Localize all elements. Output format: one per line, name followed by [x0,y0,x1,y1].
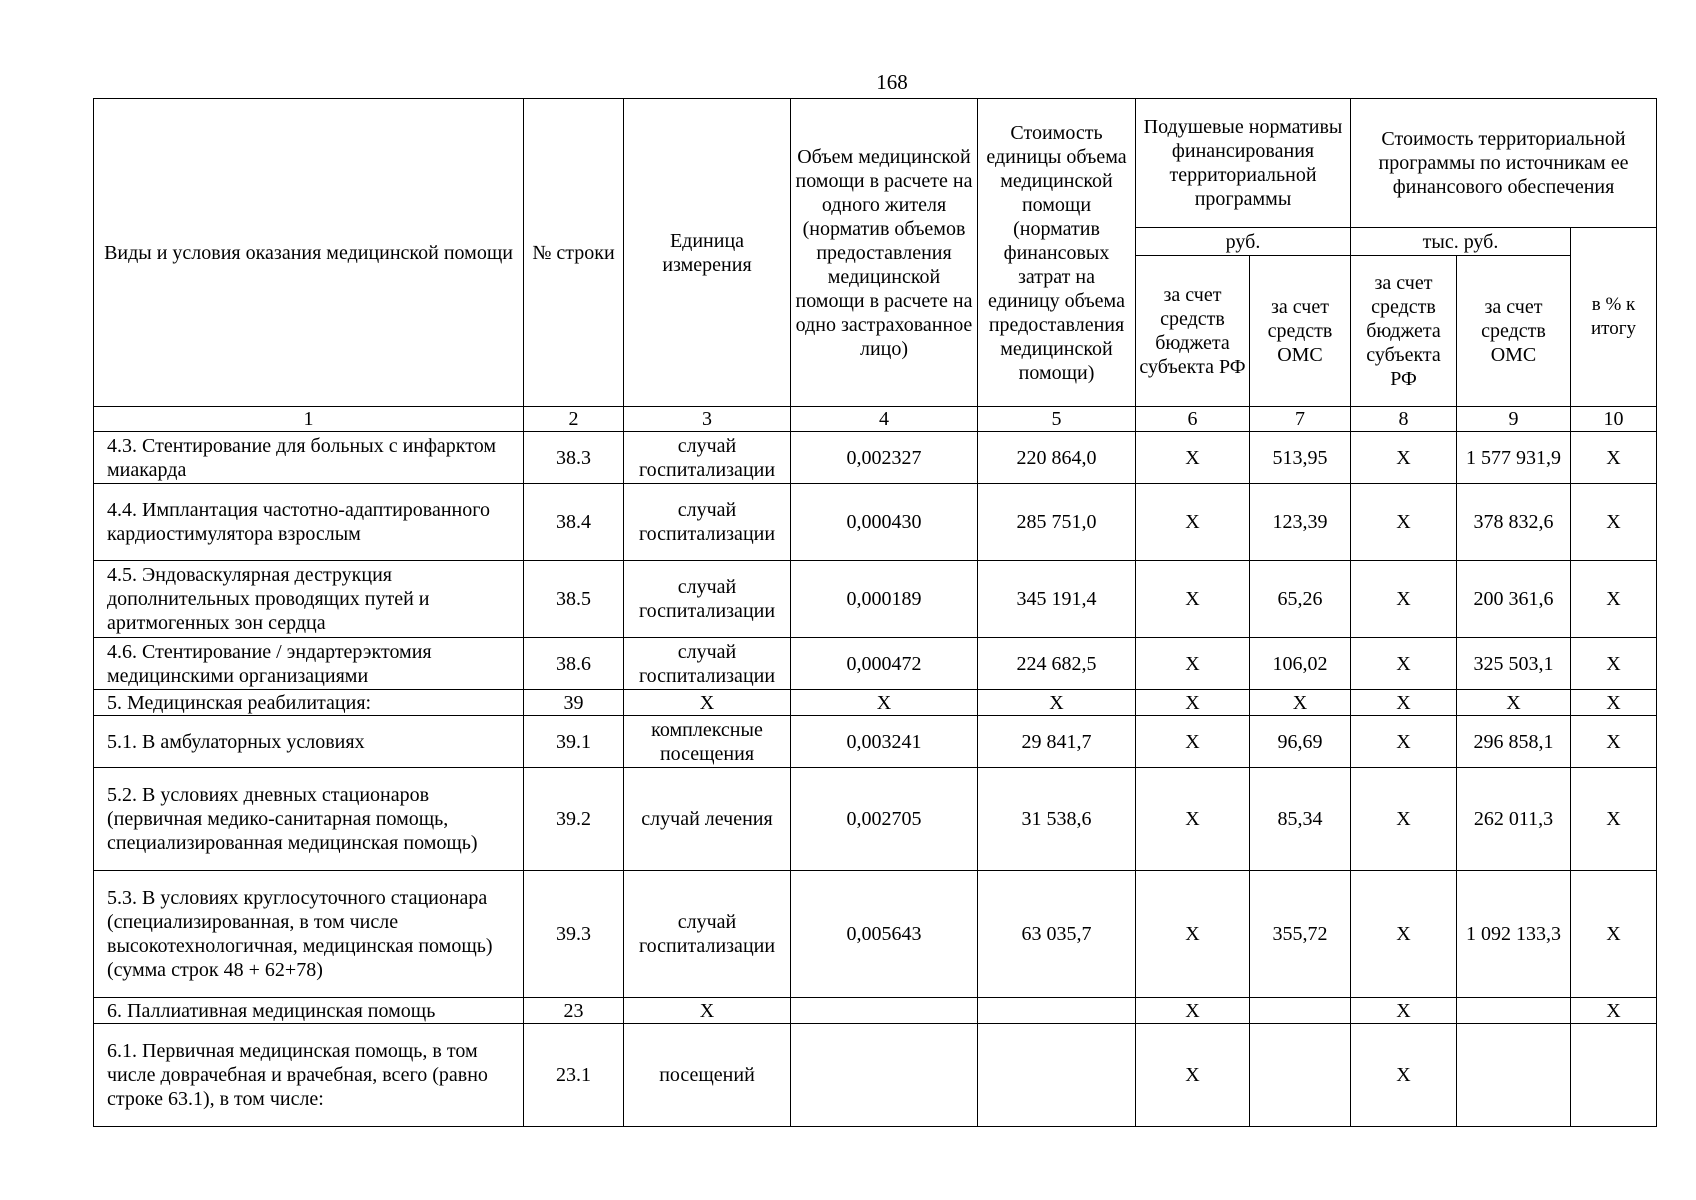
row-budget-cost: Х [1351,638,1457,690]
table-body [94,432,1657,1127]
row-line: 38.5 [524,561,624,638]
column-number: 2 [524,407,624,432]
row-oms-norm: 65,26 [1250,561,1351,638]
financing-table [93,98,1657,1127]
table-row [94,638,1657,690]
row-volume [791,1024,978,1127]
row-oms-norm [1250,998,1351,1024]
table-row [94,484,1657,561]
header-per-capita-norms: Подушевые нормативы финансирования территориальной программы [1136,99,1351,228]
header-unit-rub: руб. [1136,228,1351,256]
row-budget-cost: Х [1351,561,1457,638]
column-number: 1 [94,407,524,432]
row-line: 39.3 [524,871,624,998]
row-oms-norm: 355,72 [1250,871,1351,998]
row-percent: Х [1571,432,1657,484]
header-unit-cost: Стоимость единицы объема медицинской помощи (норматив финансовых затрат на единицу объема предоставления медицинской помощи) [978,99,1136,407]
row-oms-norm: 85,34 [1250,768,1351,871]
row-volume: 0,005643 [791,871,978,998]
row-budget-norm: Х [1136,871,1250,998]
row-unit: случай госпитализации [624,871,791,998]
row-unit: комплексные посещения [624,716,791,768]
row-oms-norm: 513,95 [1250,432,1351,484]
row-oms-norm: 96,69 [1250,716,1351,768]
row-cost: 31 538,6 [978,768,1136,871]
row-line: 38.4 [524,484,624,561]
row-percent: Х [1571,561,1657,638]
row-budget-norm: Х [1136,690,1250,716]
column-number: 6 [1136,407,1250,432]
column-number: 4 [791,407,978,432]
table-row [94,998,1657,1024]
header-line-number: № строки [524,99,624,407]
row-oms-norm: 106,02 [1250,638,1351,690]
header-percent-total: в % к итогу [1571,228,1657,407]
row-budget-cost: Х [1351,484,1457,561]
row-unit: Х [624,690,791,716]
table-row [94,561,1657,638]
row-oms-cost [1457,998,1571,1024]
row-oms-cost: 1 577 931,9 [1457,432,1571,484]
column-number: 9 [1457,407,1571,432]
row-oms-cost: 200 361,6 [1457,561,1571,638]
row-budget-cost: Х [1351,871,1457,998]
row-line: 39.1 [524,716,624,768]
row-unit: случай госпитализации [624,638,791,690]
row-cost [978,1024,1136,1127]
column-numbers-row [94,407,1657,432]
row-cost: 220 864,0 [978,432,1136,484]
row-percent: Х [1571,768,1657,871]
table-row [94,432,1657,484]
row-line: 23 [524,998,624,1024]
row-percent: Х [1571,871,1657,998]
row-line: 38.3 [524,432,624,484]
row-volume: 0,002327 [791,432,978,484]
row-percent: Х [1571,484,1657,561]
header-oms-norm: за счет средств ОМС [1250,256,1351,407]
table-header [94,99,1657,432]
row-budget-cost: Х [1351,768,1457,871]
row-line: 39.2 [524,768,624,871]
row-budget-norm: Х [1136,432,1250,484]
row-budget-norm: Х [1136,638,1250,690]
header-unit-thousand-rub: тыс. руб. [1351,228,1571,256]
column-number: 10 [1571,407,1657,432]
column-number: 3 [624,407,791,432]
row-unit: Х [624,998,791,1024]
row-budget-cost: Х [1351,690,1457,716]
row-cost: 345 191,4 [978,561,1136,638]
row-percent: Х [1571,998,1657,1024]
header-budget-cost: за счет средств бюджета субъекта РФ [1351,256,1457,407]
row-percent: Х [1571,690,1657,716]
header-volume: Объем медицинской помощи в расчете на одного жителя (норматив объемов предоставления медицинской помощи в расчете на одно застрахованное лицо) [791,99,978,407]
row-name: 4.6. Стентирование / эндартерэктомия медицинскими организациями [94,638,524,690]
row-line: 38.6 [524,638,624,690]
row-name: 6.1. Первичная медицинская помощь, в том числе доврачебная и врачебная, всего (равно строке 63.1), в том числе: [94,1024,524,1127]
row-oms-cost: Х [1457,690,1571,716]
row-volume: 0,002705 [791,768,978,871]
row-name: 6. Паллиативная медицинская помощь [94,998,524,1024]
row-budget-cost: Х [1351,1024,1457,1127]
table-row [94,1024,1657,1127]
page-number: 168 [876,70,908,94]
row-name: 4.4. Имплантация частотно-адаптированного кардиостимулятора взрослым [94,484,524,561]
row-volume: 0,000430 [791,484,978,561]
row-oms-cost [1457,1024,1571,1127]
row-volume: Х [791,690,978,716]
row-unit: посещений [624,1024,791,1127]
row-name: 4.3. Стентирование для больных с инфарктом миакарда [94,432,524,484]
row-cost [978,998,1136,1024]
table-row [94,768,1657,871]
row-oms-norm [1250,1024,1351,1127]
row-oms-norm: 123,39 [1250,484,1351,561]
column-number: 8 [1351,407,1457,432]
header-care-types: Виды и условия оказания медицинской помощи [94,99,524,407]
row-budget-cost: Х [1351,432,1457,484]
header-budget-norm: за счет средств бюджета субъекта РФ [1136,256,1250,407]
row-budget-norm: Х [1136,998,1250,1024]
row-oms-norm: Х [1250,690,1351,716]
row-cost: 29 841,7 [978,716,1136,768]
column-number: 5 [978,407,1136,432]
row-line: 23.1 [524,1024,624,1127]
row-cost: 285 751,0 [978,484,1136,561]
row-budget-norm: Х [1136,1024,1250,1127]
table-row [94,716,1657,768]
row-volume: 0,003241 [791,716,978,768]
row-unit: случай госпитализации [624,561,791,638]
row-name: 5.2. В условиях дневных стационаров (первичная медико-санитарная помощь, специализированная медицинская помощь) [94,768,524,871]
row-volume [791,998,978,1024]
row-percent: Х [1571,638,1657,690]
row-unit: случай госпитализации [624,484,791,561]
row-oms-cost: 296 858,1 [1457,716,1571,768]
row-budget-cost: Х [1351,716,1457,768]
row-unit: случай лечения [624,768,791,871]
row-budget-norm: Х [1136,561,1250,638]
row-oms-cost: 378 832,6 [1457,484,1571,561]
row-cost: 224 682,5 [978,638,1136,690]
table-row [94,690,1657,716]
row-percent: Х [1571,716,1657,768]
row-oms-cost: 325 503,1 [1457,638,1571,690]
row-volume: 0,000472 [791,638,978,690]
row-cost: 63 035,7 [978,871,1136,998]
column-number: 7 [1250,407,1351,432]
row-budget-norm: Х [1136,484,1250,561]
row-budget-norm: Х [1136,768,1250,871]
row-volume: 0,000189 [791,561,978,638]
row-budget-norm: Х [1136,716,1250,768]
row-cost: Х [978,690,1136,716]
row-unit: случай госпитализации [624,432,791,484]
row-name: 4.5. Эндоваскулярная деструкция дополнительных проводящих путей и аритмогенных зон сердца [94,561,524,638]
table-row [94,871,1657,998]
row-percent [1571,1024,1657,1127]
row-budget-cost: Х [1351,998,1457,1024]
row-line: 39 [524,690,624,716]
row-oms-cost: 262 011,3 [1457,768,1571,871]
header-oms-cost: за счет средств ОМС [1457,256,1571,407]
header-program-cost: Стоимость территориальной программы по источникам ее финансового обеспечения [1351,99,1657,228]
row-name: 5.1. В амбулаторных условиях [94,716,524,768]
row-name: 5. Медицинская реабилитация: [94,690,524,716]
row-oms-cost: 1 092 133,3 [1457,871,1571,998]
header-unit: Единица измерения [624,99,791,407]
row-name: 5.3. В условиях круглосуточного стационара (специализированная, в том числе высокотехнологичная, медицинская помощь) (сумма строк 48 + 62+78) [94,871,524,998]
